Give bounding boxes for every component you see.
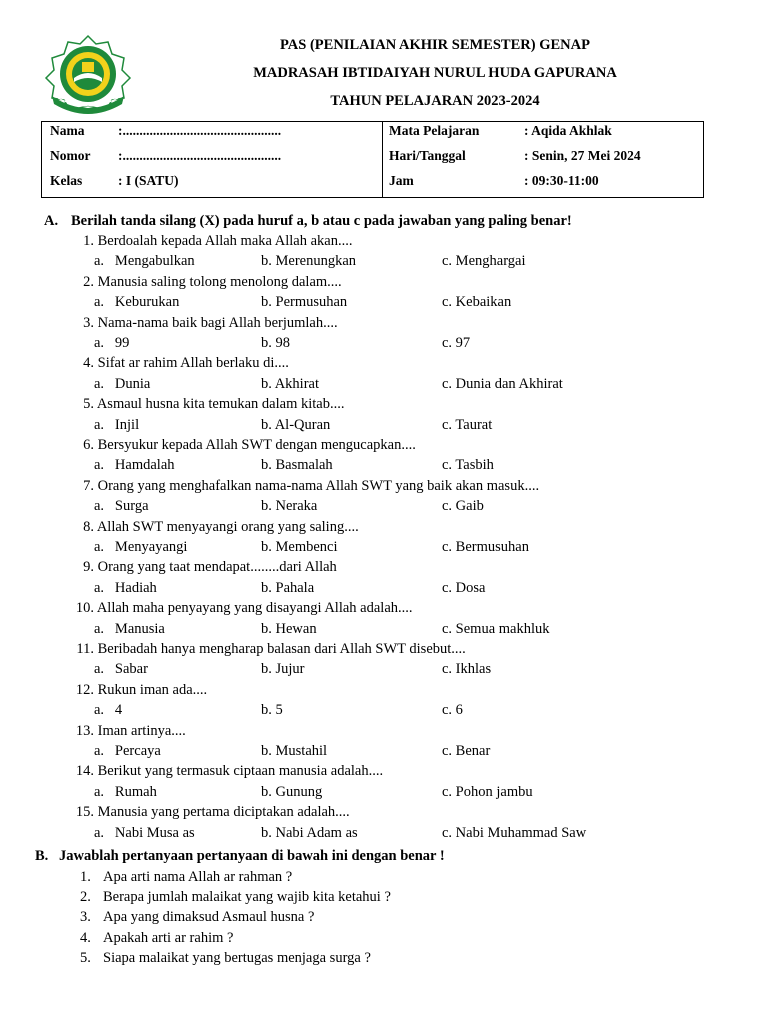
question-a-15 bbox=[70, 804, 350, 821]
kelas-label: Kelas bbox=[50, 173, 83, 188]
option-a[interactable]: a. Surga bbox=[94, 498, 149, 515]
nomor-label: Nomor bbox=[50, 148, 91, 163]
option-c[interactable]: c. Semua makhluk bbox=[442, 620, 550, 637]
section-b-instruction: Jawablah pertanyaan pertanyaan di bawah ini dengan benar ! bbox=[59, 848, 445, 864]
question-number: 7. bbox=[83, 477, 94, 494]
option-a[interactable]: a. Mengabulkan bbox=[94, 253, 195, 270]
option-c[interactable]: c. Menghargai bbox=[442, 253, 526, 270]
option-b[interactable]: b. Pahala bbox=[261, 579, 315, 596]
question-text: Berdoalah kepada Allah maka Allah akan.... bbox=[94, 233, 353, 249]
option-b[interactable]: b. Basmalah bbox=[261, 457, 333, 474]
option-c[interactable]: c. 6 bbox=[442, 702, 463, 719]
question-text: Apa arti nama Allah ar rahman ? bbox=[103, 869, 293, 885]
nama-field[interactable]: :............................................... bbox=[118, 123, 282, 138]
question-text: Apakah arti ar rahim ? bbox=[103, 929, 234, 946]
option-a[interactable]: a. Sabar bbox=[94, 661, 148, 678]
question-number: 10. bbox=[75, 600, 94, 617]
question-text: Orang yang menghafalkan nama-nama Allah SWT yang baik akan masuk.... bbox=[94, 477, 540, 494]
option-c[interactable]: c. Bermusuhan bbox=[442, 539, 529, 555]
option-c[interactable]: c. Tasbih bbox=[442, 457, 494, 474]
option-a[interactable]: a. Dunia bbox=[94, 375, 151, 392]
option-b[interactable]: b. Membenci bbox=[261, 539, 338, 555]
question-number: 13. bbox=[75, 722, 94, 739]
option-c[interactable]: c. Dunia dan Akhirat bbox=[442, 375, 563, 392]
question-number: 15. bbox=[75, 804, 94, 821]
question-number: 9. bbox=[83, 559, 94, 576]
question-text: Asmaul husna kita temukan dalam kitab.... bbox=[94, 396, 345, 413]
question-text: Berapa jumlah malaikat yang wajib kita ketahui ? bbox=[103, 889, 391, 906]
question-text: Rukun iman ada.... bbox=[94, 681, 208, 698]
section-b-label: B. bbox=[35, 848, 49, 864]
option-b[interactable]: b. Merenungkan bbox=[261, 253, 357, 270]
option-a[interactable]: a. Keburukan bbox=[94, 294, 180, 311]
option-b[interactable]: b. Permusuhan bbox=[261, 294, 348, 311]
hari-label: Hari/Tanggal bbox=[389, 148, 466, 163]
question-a-3 bbox=[70, 315, 338, 332]
question-a-8 bbox=[70, 519, 359, 536]
question-text: Apa yang dimaksud Asmaul husna ? bbox=[103, 909, 315, 926]
option-a[interactable]: a. Percaya bbox=[94, 743, 161, 759]
option-a[interactable]: a. 99 bbox=[94, 335, 130, 351]
option-a[interactable]: a. 4 bbox=[94, 702, 123, 719]
question-number: 3. bbox=[83, 314, 94, 331]
exam-title: PAS (PENILAIAN AKHIR SEMESTER) GENAP bbox=[280, 37, 590, 53]
question-text: Allah maha penyayang yang disayangi Allah adalah.... bbox=[94, 600, 413, 617]
option-b[interactable]: b. 98 bbox=[261, 335, 290, 351]
question-text: Sifat ar rahim Allah berlaku di.... bbox=[94, 355, 289, 372]
option-a[interactable]: a. Injil bbox=[94, 416, 140, 433]
question-text: Berikut yang termasuk ciptaan manusia adalah.... bbox=[94, 763, 384, 780]
essay-question-5 bbox=[80, 950, 371, 967]
question-number: 14. bbox=[75, 763, 94, 780]
question-number: 11. bbox=[76, 641, 94, 657]
question-a-9 bbox=[70, 559, 337, 576]
question-text: Beribadah hanya mengharap balasan dari Allah SWT disebut.... bbox=[94, 641, 466, 657]
question-a-7 bbox=[70, 478, 539, 495]
jam-value: : 09:30-11:00 bbox=[524, 173, 599, 188]
option-c[interactable]: c. Ikhlas bbox=[442, 661, 492, 678]
question-number: 2. bbox=[83, 273, 94, 290]
option-a[interactable]: a. Manusia bbox=[94, 620, 165, 637]
option-c[interactable]: c. Taurat bbox=[442, 416, 493, 433]
question-number: 1. bbox=[80, 869, 91, 885]
question-a-12 bbox=[70, 682, 207, 699]
option-b[interactable]: b. Al-Quran bbox=[261, 416, 331, 433]
nomor-field[interactable]: :............................................... bbox=[118, 148, 282, 163]
option-b[interactable]: b. Gunung bbox=[261, 783, 323, 800]
question-text: Allah SWT menyayangi orang yang saling.... bbox=[94, 518, 359, 535]
question-number: 1. bbox=[83, 233, 94, 249]
question-a-6 bbox=[70, 437, 416, 454]
question-number: 6. bbox=[83, 437, 94, 453]
question-text: Manusia yang pertama diciptakan adalah.... bbox=[94, 804, 350, 821]
option-b[interactable]: b. 5 bbox=[261, 702, 283, 719]
option-b[interactable]: b. Akhirat bbox=[261, 375, 319, 392]
question-a-14 bbox=[70, 763, 383, 780]
school-logo bbox=[44, 34, 132, 116]
identity-table bbox=[41, 121, 704, 198]
nama-label: Nama bbox=[50, 123, 85, 138]
school-name: MADRASAH IBTIDAIYAH NURUL HUDA GAPURANA bbox=[253, 65, 617, 81]
essay-question-4 bbox=[80, 930, 233, 947]
question-number: 4. bbox=[80, 929, 91, 946]
question-number: 12. bbox=[75, 681, 94, 698]
question-a-13 bbox=[70, 723, 186, 740]
option-c[interactable]: c. Pohon jambu bbox=[442, 783, 533, 800]
option-c[interactable]: c. Kebaikan bbox=[442, 294, 512, 311]
question-a-5 bbox=[70, 396, 344, 413]
option-a[interactable]: a. Hamdalah bbox=[94, 457, 175, 474]
essay-question-3 bbox=[80, 909, 314, 926]
question-number: 4. bbox=[83, 355, 94, 372]
question-text: Iman artinya.... bbox=[94, 722, 186, 739]
section-a-instruction: Berilah tanda silang (X) pada huruf a, b atau c pada jawaban yang paling benar! bbox=[71, 213, 572, 229]
mapel-value: : Aqida Akhlak bbox=[524, 123, 612, 138]
jam-label: Jam bbox=[389, 173, 414, 188]
option-a[interactable]: a. Nabi Musa as bbox=[94, 824, 195, 841]
question-text: Nama-nama baik bagi Allah berjumlah.... bbox=[94, 314, 338, 331]
question-a-4 bbox=[70, 355, 289, 372]
option-c[interactable]: c. 97 bbox=[442, 335, 471, 351]
option-c[interactable]: c. Dosa bbox=[442, 579, 486, 596]
question-number: 5. bbox=[83, 396, 94, 413]
option-a[interactable]: a. Hadiah bbox=[94, 579, 157, 596]
question-a-10 bbox=[70, 600, 413, 617]
option-a[interactable]: a. Rumah bbox=[94, 783, 157, 800]
question-number: 5. bbox=[80, 949, 91, 966]
question-a-1 bbox=[70, 233, 353, 250]
option-c[interactable]: c. Nabi Muhammad Saw bbox=[442, 824, 587, 841]
option-a[interactable]: a. Menyayangi bbox=[94, 539, 188, 555]
mapel-label: Mata Pelajaran bbox=[389, 123, 480, 138]
option-b[interactable]: b. Neraka bbox=[261, 498, 318, 515]
option-b[interactable]: b. Nabi Adam as bbox=[261, 824, 358, 841]
question-text: Orang yang taat mendapat........dari Allah bbox=[94, 559, 337, 576]
question-text: Manusia saling tolong menolong dalam.... bbox=[94, 273, 342, 290]
question-a-11 bbox=[70, 641, 466, 658]
hari-value: : Senin, 27 Mei 2024 bbox=[524, 148, 641, 163]
option-b[interactable]: b. Mustahil bbox=[261, 743, 328, 759]
section-a-label: A. bbox=[44, 213, 59, 229]
option-c[interactable]: c. Benar bbox=[442, 743, 491, 759]
question-a-2 bbox=[70, 274, 342, 291]
option-b[interactable]: b. Jujur bbox=[261, 661, 305, 678]
option-b[interactable]: b. Hewan bbox=[261, 620, 317, 637]
question-text: Bersyukur kepada Allah SWT dengan mengucapkan.... bbox=[94, 437, 416, 453]
question-number: 8. bbox=[83, 518, 94, 535]
kelas-value: : I (SATU) bbox=[118, 173, 179, 188]
question-text: Siapa malaikat yang bertugas menjaga surga ? bbox=[103, 949, 371, 966]
question-number: 2. bbox=[80, 889, 91, 906]
essay-question-1 bbox=[80, 869, 292, 886]
identity-divider bbox=[382, 122, 383, 197]
academic-year: TAHUN PELAJARAN 2023-2024 bbox=[330, 93, 540, 109]
option-c[interactable]: c. Gaib bbox=[442, 498, 484, 515]
question-number: 3. bbox=[80, 909, 91, 926]
essay-question-2 bbox=[80, 889, 391, 906]
